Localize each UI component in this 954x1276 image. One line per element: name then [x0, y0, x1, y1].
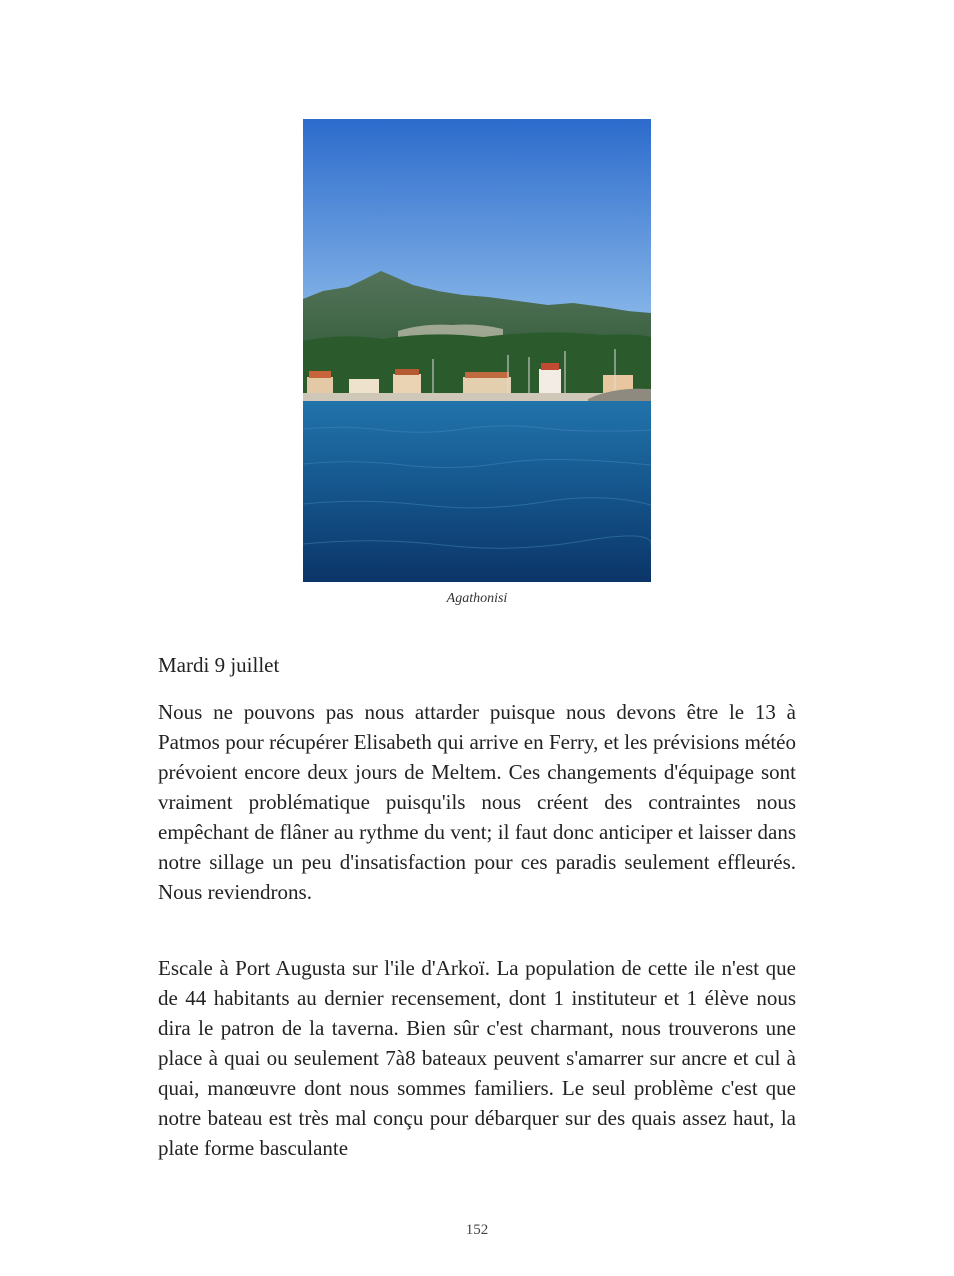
date-heading: Mardi 9 juillet	[158, 653, 280, 677]
sea	[303, 401, 651, 582]
harbor-photo	[303, 119, 651, 582]
paragraph-2: Escale à Port Augusta sur l'ile d'Arkoï. La population de cette ile n'est que de 44 habitants au dernier recensement, dont 1 instituteur et 1 élève nous dira le patron de la taverna. Bien sûr c'est charmant, nous trouverons une place à quai ou seulement 7à8 bateaux peuvent s'amarrer sur ancre et cul à quai, manœuvre dont nous sommes familiers. Le seul problème c'est que notre bateau est très mal conçu pour débarquer sur des quais assez haut, la plate forme basculante	[158, 956, 796, 1160]
photo-caption: Agathonisi	[446, 591, 508, 606]
page-number: 152	[465, 1222, 489, 1238]
harbor-photo-image	[303, 119, 651, 582]
paragraph-1: Nous ne pouvons pas nous attarder puisque nous devons être le 13 à Patmos pour récupérer Elisabeth qui arrive en Ferry, et les prévisions météo prévoient encore deux jours de Meltem. Ces changements d'équipage sont vraiment problématique puisqu'ils nous créent des contraintes nous empêchant de flâner au rythme du vent; il faut donc anticiper et laisser dans notre sillage un peu d'insatisfaction pour ces paradis seulement effleurés. Nous reviendrons.	[158, 700, 796, 904]
